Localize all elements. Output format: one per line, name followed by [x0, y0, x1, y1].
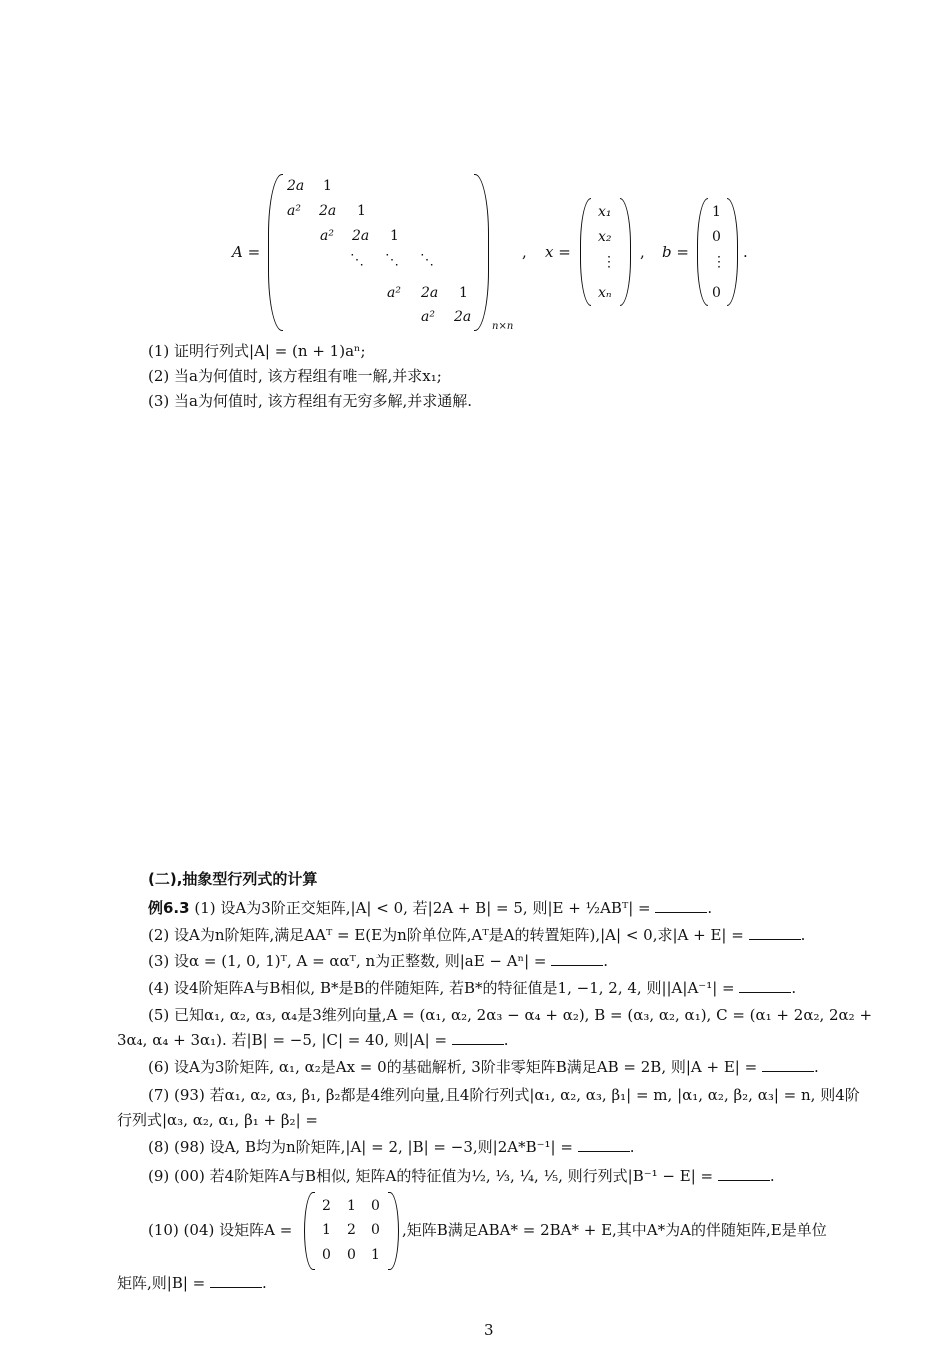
- vector-x-entry: x₁: [598, 204, 612, 220]
- item-10-right-paren: [388, 1192, 399, 1270]
- vector-x-entry: x₂: [598, 229, 612, 245]
- matrix-cell: 0: [371, 1222, 380, 1238]
- vector-b-entry: 0: [712, 285, 721, 301]
- matrix-cell: 2: [322, 1198, 331, 1214]
- example-item-4: (4) 设4阶矩阵A与B相似, B*是B的伴随矩阵, 若B*的特征值是1, −1, 2, 4, 则||A|A⁻¹| = .: [148, 979, 797, 997]
- matrix-A-cell: 2a: [352, 228, 370, 244]
- matrix-A-cell: ⋱: [385, 252, 399, 268]
- page-number: 3: [484, 1321, 494, 1339]
- vector-b-entry: 1: [712, 204, 721, 220]
- answer-blank[interactable]: [739, 980, 791, 993]
- vector-b-entry: ⋮: [712, 254, 726, 270]
- example-item-5b: 3α₄, α₄ + 3α₁). 若|B| = −5, |C| = 40, 则|A| = .: [117, 1031, 509, 1049]
- matrix-A-cell: 2a: [454, 309, 472, 325]
- example-label: 例6.3: [148, 899, 190, 917]
- item-10-tail: 矩阵,则|B| = .: [117, 1274, 267, 1292]
- matrix-A-cell: ⋱: [350, 252, 364, 268]
- example-item-3: (3) 设α = (1, 0, 1)ᵀ, A = ααᵀ, n为正整数, 则|aE − Aⁿ| = .: [148, 952, 609, 970]
- matrix-A-cell: 1: [323, 178, 332, 194]
- item-1-text: (1) 设A为3阶正交矩阵,|A| < 0, 若|2A + B| = 5, 则|E + ½ABᵀ| =: [194, 899, 651, 917]
- matrix-cell: 1: [371, 1247, 380, 1263]
- matrix-cell: 1: [347, 1198, 356, 1214]
- vector-b-right-paren: [727, 198, 738, 306]
- question-3: (3) 当a为何值时, 该方程组有无穷多解,并求通解.: [148, 392, 473, 410]
- item-3-text: (3) 设α = (1, 0, 1)ᵀ, A = ααᵀ, n为正整数, 则|aE − Aⁿ| =: [148, 952, 547, 970]
- matrix-A-cell: 2a: [319, 203, 337, 219]
- vector-b-entry: 0: [712, 229, 721, 245]
- answer-blank[interactable]: [452, 1032, 504, 1045]
- answer-blank[interactable]: [210, 1275, 262, 1288]
- item-10-suffix: ,矩阵B满足ABA* = 2BA* + E,其中A*为A的伴随矩阵,E是单位: [402, 1221, 827, 1239]
- example-item-2: (2) 设A为n阶矩阵,满足AAᵀ = E(E为n阶单位阵,Aᵀ是A的转置矩阵),|A| < 0,求|A + E| = .: [148, 926, 806, 944]
- matrix-A-cell: 2a: [287, 178, 305, 194]
- example-item-5a: (5) 已知α₁, α₂, α₃, α₄是3维列向量,A = (α₁, α₂, 2α₃ − α₄ + α₂), B = (α₃, α₂, α₁), C = (α₁ + 2α₂, 2α₂ +: [148, 1006, 873, 1024]
- example-item-6: (6) 设A为3阶矩阵, α₁, α₂是Ax = 0的基础解析, 3阶非零矩阵B满足AB = 2B, 则|A + E| = .: [148, 1058, 819, 1076]
- item-8-text: (8) (98) 设A, B均为n阶矩阵,|A| = 2, |B| = −3,则|2A*B⁻¹| =: [148, 1138, 573, 1156]
- matrix-A-subscript: n×n: [492, 321, 514, 332]
- matrix-A-cell: 1: [459, 285, 468, 301]
- answer-blank[interactable]: [551, 953, 603, 966]
- matrix-A-cell: 1: [357, 203, 366, 219]
- vector-x-label: x =: [545, 243, 571, 261]
- item-4-text: (4) 设4阶矩阵A与B相似, B*是B的伴随矩阵, 若B*的特征值是1, −1, 2, 4, 则||A|A⁻¹| =: [148, 979, 735, 997]
- item-10-prefix: (10) (04) 设矩阵A =: [148, 1221, 293, 1239]
- item-10-text: 矩阵,则|B| =: [117, 1274, 206, 1292]
- matrix-cell: 2: [347, 1222, 356, 1238]
- example-item-7b: 行列式|α₃, α₂, α₁, β₁ + β₂| =: [117, 1111, 318, 1129]
- matrix-A-cell: ⋱: [420, 252, 434, 268]
- matrix-A-left-paren: [268, 174, 283, 331]
- separator-period: .: [743, 243, 748, 261]
- vector-b-left-paren: [697, 198, 708, 306]
- matrix-cell: 1: [322, 1222, 331, 1238]
- answer-blank[interactable]: [655, 900, 707, 913]
- matrix-A-cell: a²: [320, 228, 334, 244]
- vector-x-entry: ⋮: [602, 254, 616, 270]
- answer-blank[interactable]: [718, 1168, 770, 1181]
- example-item-8: (8) (98) 设A, B均为n阶矩阵,|A| = 2, |B| = −3,则|2A*B⁻¹| = .: [148, 1138, 635, 1156]
- question-2: (2) 当a为何值时, 该方程组有唯一解,并求x₁;: [148, 367, 442, 385]
- example-item-1: 例6.3 (1) 设A为3阶正交矩阵,|A| < 0, 若|2A + B| = 5, 则|E + ½ABᵀ| = .: [148, 899, 713, 917]
- matrix-A-right-paren: [474, 174, 489, 331]
- item-10-left-paren: [304, 1192, 315, 1270]
- example-item-9: (9) (00) 若4阶矩阵A与B相似, 矩阵A的特征值为½, ⅓, ¼, ⅕, 则行列式|B⁻¹ − E| = .: [148, 1167, 775, 1185]
- vector-x-left-paren: [580, 198, 591, 306]
- item-6-text: (6) 设A为3阶矩阵, α₁, α₂是Ax = 0的基础解析, 3阶非零矩阵B满足AB = 2B, 则|A + E| =: [148, 1058, 758, 1076]
- item-9-text: (9) (00) 若4阶矩阵A与B相似, 矩阵A的特征值为½, ⅓, ¼, ⅕, 则行列式|B⁻¹ − E| =: [148, 1167, 714, 1185]
- vector-x-right-paren: [620, 198, 631, 306]
- question-1: (1) 证明行列式|A| = (n + 1)aⁿ;: [148, 342, 366, 360]
- answer-blank[interactable]: [762, 1059, 814, 1072]
- matrix-A-cell: 1: [390, 228, 399, 244]
- matrix-A-cell: 2a: [421, 285, 439, 301]
- separator-comma: ,: [640, 243, 645, 261]
- item-2-text: (2) 设A为n阶矩阵,满足AAᵀ = E(E为n阶单位阵,Aᵀ是A的转置矩阵),|A| < 0,求|A + E| =: [148, 926, 744, 944]
- separator-comma: ,: [522, 243, 527, 261]
- vector-b-label: b =: [662, 243, 689, 261]
- matrix-cell: 0: [322, 1247, 331, 1263]
- section-heading: (二),抽象型行列式的计算: [148, 870, 318, 888]
- matrix-A-label: A =: [232, 243, 261, 261]
- matrix-A-cell: a²: [287, 203, 301, 219]
- example-item-7a: (7) (93) 若α₁, α₂, α₃, β₁, β₂都是4维列向量,且4阶行列式|α₁, α₂, α₃, β₁| = m, |α₁, α₂, β₂, α₃| = n, 则4阶: [148, 1086, 860, 1104]
- matrix-cell: 0: [347, 1247, 356, 1263]
- vector-x-entry: xₙ: [598, 285, 612, 301]
- matrix-cell: 0: [371, 1198, 380, 1214]
- answer-blank[interactable]: [749, 927, 801, 940]
- matrix-A-cell: a²: [387, 285, 401, 301]
- matrix-A-cell: a²: [421, 309, 435, 325]
- item-5-text: 3α₄, α₄ + 3α₁). 若|B| = −5, |C| = 40, 则|A| =: [117, 1031, 448, 1049]
- answer-blank[interactable]: [578, 1139, 630, 1152]
